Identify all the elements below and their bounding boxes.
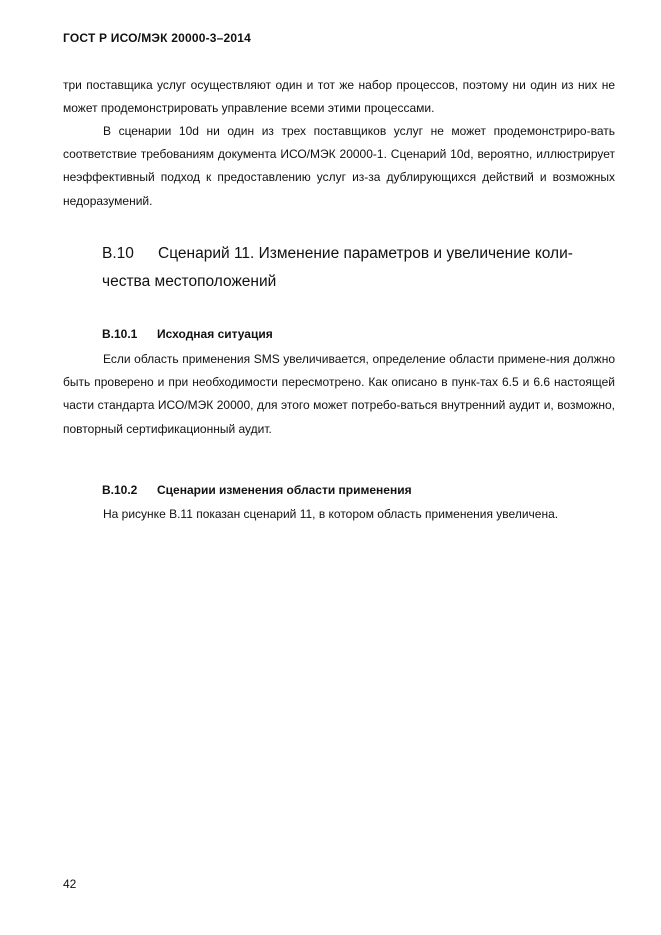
body-paragraph: В сценарии 10d ни один из трех поставщиков услуг не может продемонстриро-вать соответствие требованиям документа ИСО/МЭК 20000-1. Сценарий 10d, вероятно, иллюстрирует неэффективный подход к предоставлению услуг из-за дублирующихся действий и возможных недоразумений. (63, 124, 615, 208)
section-title-line1: Сценарий 11. Изменение параметров и увеличение коли- (158, 245, 573, 262)
section-title-line2: чества местоположений (102, 273, 277, 290)
section-number: B.10 (102, 245, 134, 262)
subsection-number: B.10.1 (102, 327, 138, 341)
body-paragraph: На рисунке B.11 показан сценарий 11, в котором область применения увеличена. (103, 507, 559, 521)
body-paragraph: Если область применения SMS увеличивается, определение области примене-ния должно быть проверено и при необходимости пересмотрено. Как описано в пунк-тах 6.5 и 6.6 настоящей части стандарта ИСО/МЭК 20000, для этого может потребо-ваться внутренний аудит и, возможно, повторный сертификационный аудит. (63, 352, 615, 436)
section-heading (102, 240, 615, 296)
subsection-heading (102, 327, 273, 341)
subsection-number: B.10.2 (102, 483, 138, 497)
running-header: ГОСТ Р ИСО/МЭК 20000-3–2014 (63, 31, 252, 45)
subsection-heading (102, 483, 412, 497)
section-heading-line1 (102, 240, 615, 268)
subsection-title: Исходная ситуация (157, 327, 273, 341)
subsection-title: Сценарии изменения области применения (157, 483, 412, 497)
page-number: 42 (63, 877, 77, 891)
body-paragraph: три поставщика услуг осуществляют один и тот же набор процессов, поэтому ни один из них не может продемонстрировать управление всеми этими процессами. (63, 78, 615, 116)
